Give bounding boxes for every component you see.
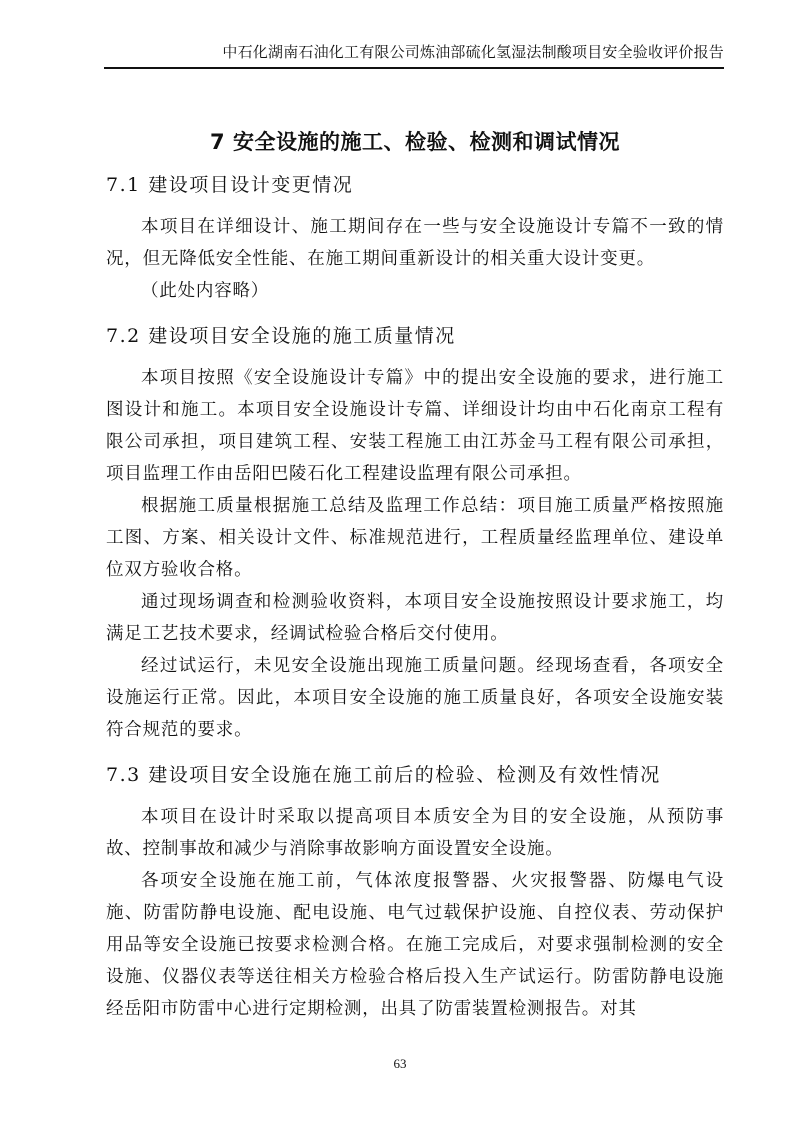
- paragraph: 通过现场调查和检测验收资料，本项目安全设施按照设计要求施工，均满足工艺技术要求，经调试检验合格后交付使用。: [106, 592, 724, 644]
- paragraph: 本项目在设计时采取以提高项目本质安全为目的安全设施，从预防事故、控制事故和减少与消除事故影响方面设置安全设施。: [106, 807, 724, 859]
- paragraph: 各项安全设施在施工前，气体浓度报警器、火灾报警器、防爆电气设施、防雷防静电设施、配电设施、电气过载保护设施、自控仪表、劳动保护用品等安全设施已按要求检测合格。在施工完成后，对要求强制检测的安全设施、仪器仪表等送往相关方检验合格后投入生产试运行。防雷防静电设施经岳阳市防雷中心进行定期检测，出具了防雷装置检测报告。对其: [106, 871, 724, 1019]
- chapter-title: 7 安全设施的施工、检验、检测和调试情况: [210, 130, 620, 154]
- section-7-1: [106, 170, 724, 307]
- page-number: 63: [393, 1056, 407, 1071]
- section-7-2: [106, 321, 724, 746]
- section-7-3: [106, 760, 724, 1025]
- paragraph: 根据施工质量根据施工总结及监理工作总结：项目施工质量严格按照施工图、方案、相关设计文件、标准规范进行，工程质量经监理单位、建设单位双方验收合格。: [106, 496, 724, 580]
- paragraph: 本项目按照《安全设施设计专篇》中的提出安全设施的要求，进行施工图设计和施工。本项目安全设施设计专篇、详细设计均由中石化南京工程有限公司承担，项目建筑工程、安装工程施工由江苏金马工程有限公司承担，项目监理工作由岳阳巴陵石化工程建设监理有限公司承担。: [106, 368, 724, 484]
- paragraph: 本项目在详细设计、施工期间存在一些与安全设施设计专篇不一致的情况，但无降低安全性能、在施工期间重新设计的相关重大设计变更。: [106, 217, 724, 269]
- section-heading: 7.2 建设项目安全设施的施工质量情况: [106, 325, 456, 347]
- running-header: 中石化湖南石油化工有限公司炼油部硫化氢湿法制酸项目安全验收评价报告: [104, 40, 724, 69]
- section-heading: 7.3 建设项目安全设施在施工前后的检验、检测及有效性情况: [106, 764, 661, 786]
- page-body: [106, 120, 724, 1025]
- paragraph: 经过试运行，未见安全设施出现施工质量问题。经现场查看，各项安全设施运行正常。因此，本项目安全设施的施工质量良好，各项安全设施安装符合规范的要求。: [106, 656, 724, 740]
- section-heading: 7.1 建设项目设计变更情况: [106, 174, 354, 196]
- paragraph-omitted-note: （此处内容略）: [141, 281, 270, 301]
